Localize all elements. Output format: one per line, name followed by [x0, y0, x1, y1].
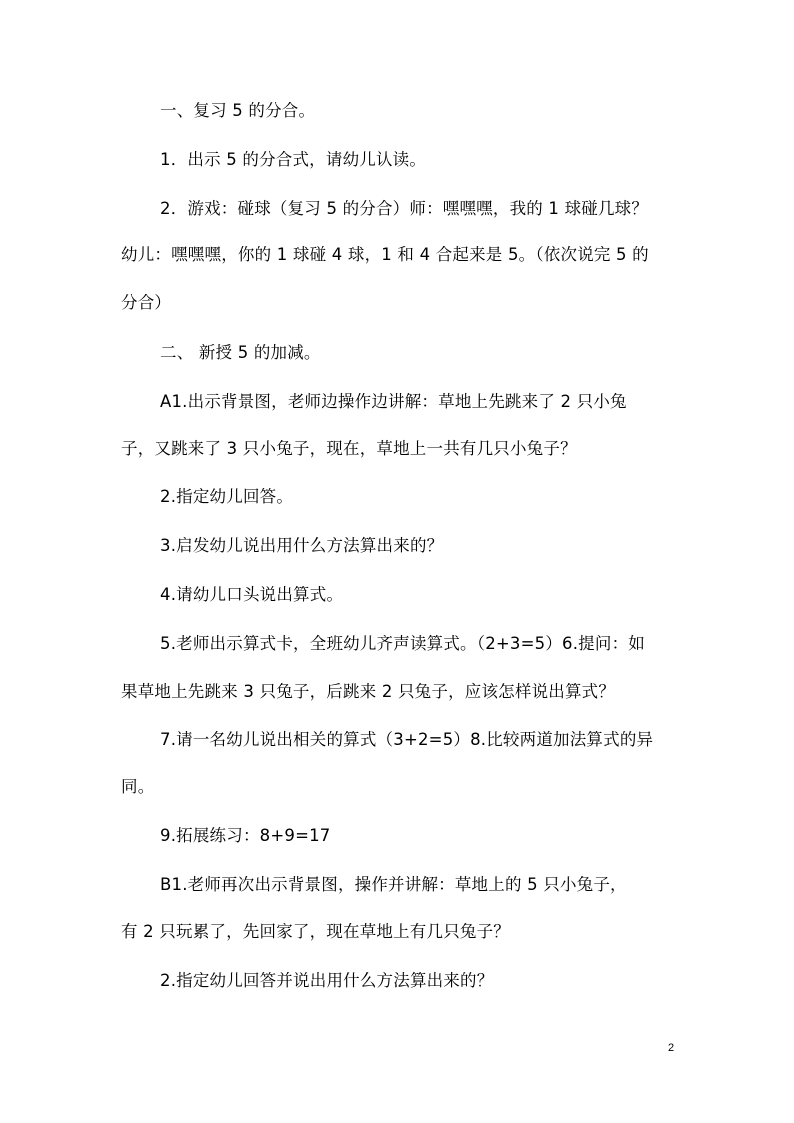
paragraph-line: 5.老师出示算式卡，全班幼儿齐声读算式。（2+3=5）6.提问：如 [160, 634, 645, 653]
section-heading-new-lesson: 二、 新授 5 的加减。 [160, 343, 321, 362]
paragraph-line: 7.请一名幼儿说出相关的算式（3+2=5）8.比较两道加法算式的异 [160, 730, 654, 749]
paragraph-line: 1．出示 5 的分合式，请幼儿认读。 [160, 150, 427, 169]
paragraph-line: B1.老师再次出示背景图，操作并讲解：草地上的 5 只小兔子， [160, 875, 627, 894]
paragraph-line: A1.出示背景图，老师边操作边讲解：草地上先跳来了 2 只小兔 [160, 392, 627, 411]
paragraph-line: 2．游戏：碰球（复习 5 的分合）师：嘿嘿嘿，我的 1 球碰几球？ [160, 199, 649, 218]
paragraph-line: 4.请幼儿口头说出算式。 [160, 585, 344, 604]
paragraph-line: 子，又跳来了 3 只小兔子，现在，草地上一共有几只小兔子？ [121, 439, 577, 458]
paragraph-line: 分合） [121, 293, 172, 312]
paragraph-line: 果草地上先跳来 3 只兔子，后跳来 2 只兔子，应该怎样说出算式？ [121, 682, 616, 701]
paragraph-line: 幼儿：嘿嘿嘿，你的 1 球碰 4 球，1 和 4 合起来是 5。（依次说完 5 的 [121, 245, 649, 264]
paragraph-line: 有 2 只玩累了，先回家了，现在草地上有几只兔子？ [121, 922, 510, 941]
page-number: 2 [668, 1042, 675, 1054]
paragraph-line: 2.指定幼儿回答并说出用什么方法算出来的？ [160, 971, 494, 990]
paragraph-line: 同。 [121, 777, 155, 796]
section-heading-review: 一、复习 5 的分合。 [160, 101, 316, 120]
paragraph-line: 3.启发幼儿说出用什么方法算出来的？ [160, 536, 444, 555]
paragraph-line: 2.指定幼儿回答。 [160, 487, 294, 506]
paragraph-line: 9.拓展练习：8+9=17 [160, 826, 331, 845]
